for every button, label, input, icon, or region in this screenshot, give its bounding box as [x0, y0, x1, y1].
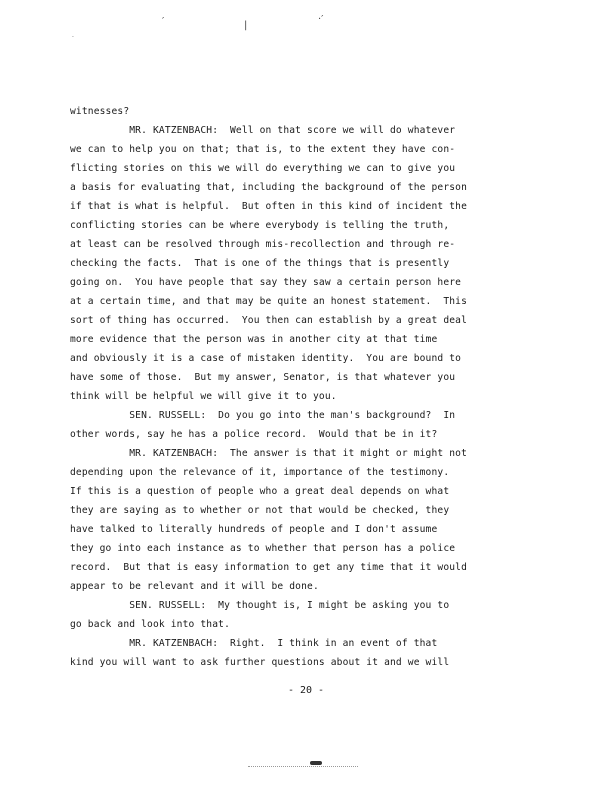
- text-line: SEN. RUSSELL: My thought is, I might be asking you to: [70, 600, 450, 611]
- text-line: if that is what is helpful. But often in this kind of incident the: [70, 201, 468, 212]
- scan-blot: [310, 761, 322, 765]
- text-line: more evidence that the person was in another city at that time: [70, 334, 438, 345]
- text-line: have talked to literally hundreds of people and I don't assume: [70, 524, 438, 535]
- text-line: MR. KATZENBACH: The answer is that it might or might not: [70, 448, 468, 459]
- text-line: record. But that is easy information to get any time that it would: [70, 562, 468, 573]
- text-line: depending upon the relevance of it, importance of the testimony.: [70, 467, 450, 478]
- page-number: - 20 -: [287, 685, 325, 696]
- text-line: they go into each instance as to whether that person has a police: [70, 543, 456, 554]
- scan-smudge: [248, 766, 358, 768]
- margin-mark: ·: [72, 34, 74, 41]
- text-line: If this is a question of people who a great deal depends on what: [70, 486, 450, 497]
- text-line: MR. KATZENBACH: Well on that score we will do whatever: [70, 125, 456, 136]
- text-line: a basis for evaluating that, including the background of the person: [70, 182, 468, 193]
- text-line: at a certain time, and that may be quite an honest statement. This: [70, 296, 468, 307]
- text-line: they are saying as to whether or not that would be checked, they: [70, 505, 450, 516]
- text-line: and obviously it is a case of mistaken identity. You are bound to: [70, 353, 462, 364]
- text-line: other words, say he has a police record. Would that be in it?: [70, 429, 438, 440]
- text-line: going on. You have people that say they saw a certain person here: [70, 277, 462, 288]
- text-line: have some of those. But my answer, Senator, is that whatever you: [70, 372, 456, 383]
- text-line: think will be helpful we will give it to you.: [70, 391, 337, 402]
- text-line: SEN. RUSSELL: Do you go into the man's background? In: [70, 410, 456, 421]
- text-line: flicting stories on this we will do everything we can to give you: [70, 163, 456, 174]
- text-line: conflicting stories can be where everybody is telling the truth,: [70, 220, 450, 231]
- text-line: at least can be resolved through mis-recollection and through re-: [70, 239, 456, 250]
- text-line: sort of thing has occurred. You then can establish by a great deal: [70, 315, 468, 326]
- text-line: checking the facts. That is one of the things that is presently: [70, 258, 450, 269]
- top-mark-center: |: [244, 20, 248, 31]
- text-line: witnesses?: [70, 106, 130, 117]
- text-line: kind you will want to ask further questions about it and we will: [70, 657, 450, 668]
- text-line: appear to be relevant and it will be done.: [70, 581, 319, 592]
- text-line: we can to help you on that; that is, to the extent they have con-: [70, 144, 456, 155]
- top-mark-right: ·′: [318, 14, 324, 25]
- text-line: go back and look into that.: [70, 619, 230, 630]
- text-line: MR. KATZENBACH: Right. I think in an event of that: [70, 638, 438, 649]
- top-mark-left: ′: [162, 16, 165, 27]
